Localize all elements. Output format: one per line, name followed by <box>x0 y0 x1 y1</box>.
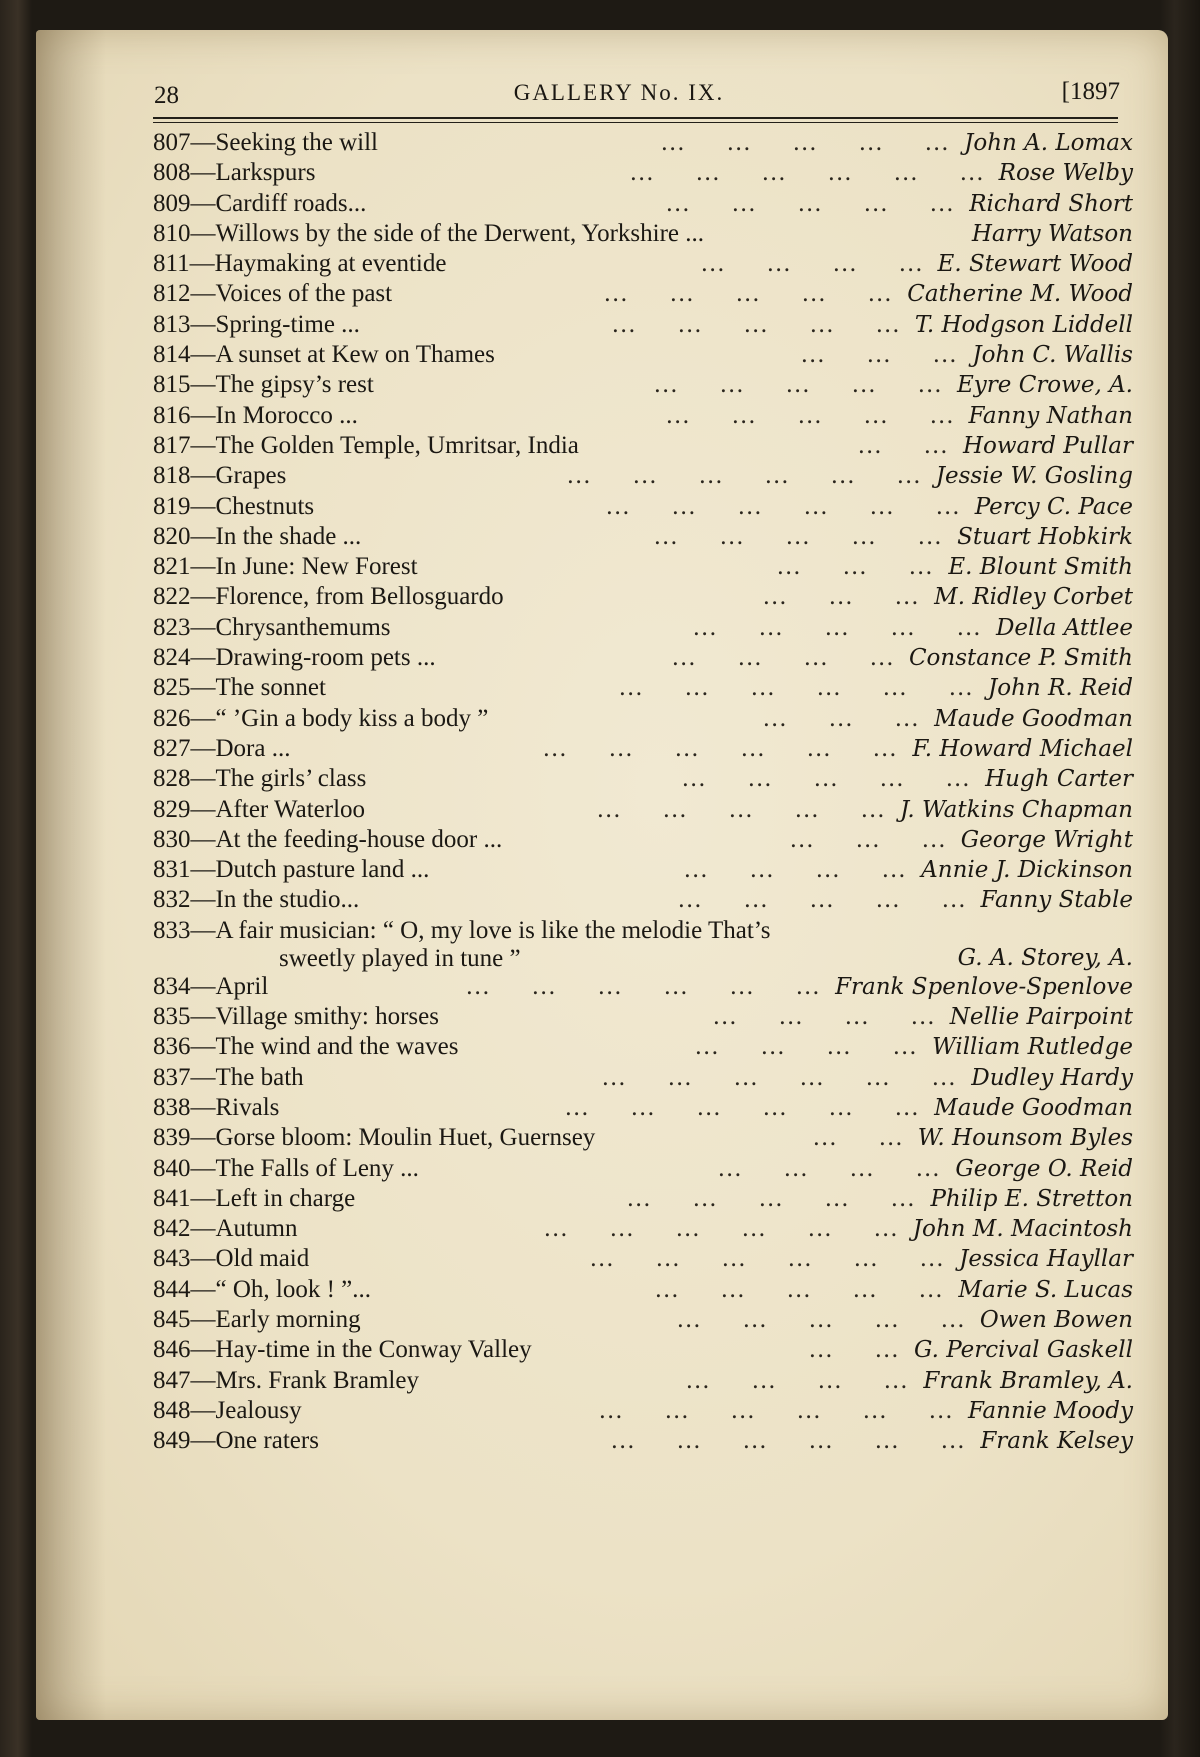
leader-dots: ... ... ... ... <box>713 1003 936 1031</box>
entry-artist: John R. Reid <box>988 675 1133 702</box>
entry-title-line: 829—After Waterloo <box>153 795 366 823</box>
leader-dots: ... ... ... ... <box>701 250 924 278</box>
entry-title-line: 848—Jealousy <box>153 1396 302 1424</box>
entry-artist: Nellie Pairpoint <box>949 1004 1133 1031</box>
entry-title <box>153 734 290 764</box>
leader-dots: ... ... ... ... ... <box>693 613 982 641</box>
entry-title <box>153 855 429 885</box>
entry-artist: Annie J. Dickinson <box>921 857 1133 884</box>
catalogue-entries <box>153 128 1133 1456</box>
entry-title <box>153 1396 302 1426</box>
page-header <box>118 50 1120 109</box>
entry-artist: J. Watkins Chapman <box>899 796 1133 823</box>
entry-title-line: 847—Mrs. Frank Bramley <box>153 1366 419 1394</box>
entry-artist: Fannie Moody <box>968 1397 1133 1424</box>
entry-artist: Stuart Hobkirk <box>957 523 1133 550</box>
year-marker: [1897 <box>1061 78 1120 105</box>
entry-title <box>153 552 418 582</box>
leader-dots: ... ... ... ... ... <box>654 522 943 550</box>
entry-title-line: 836—The wind and the waves <box>153 1033 459 1061</box>
entry-artist: Frank Spenlove-Spenlove <box>835 973 1133 1000</box>
entry-title-line: 825—The sonnet <box>153 674 326 702</box>
leader-dots: ... ... ... ... ... ... <box>602 1063 957 1091</box>
catalogue-entry <box>153 1275 1133 1305</box>
entry-title <box>153 1063 304 1093</box>
catalogue-entry <box>153 916 1133 972</box>
entry-artist: E. Stewart Wood <box>937 251 1133 278</box>
entry-title <box>153 673 326 703</box>
entry-artist: George Wright <box>960 826 1133 853</box>
entry-title-line: 824—Drawing-room pets ... <box>153 644 436 672</box>
entry-title-line: 827—Dora ... <box>153 734 291 762</box>
entry-title-line: 831—Dutch pasture land ... <box>153 856 430 884</box>
leader-dots: ... ... ... ... ... <box>682 765 971 793</box>
leader-dots: ... ... ... ... ... <box>604 280 893 308</box>
entry-title <box>153 310 360 340</box>
entry-artist: Fanny Nathan <box>968 402 1133 429</box>
entry-artist: Percy C. Pace <box>974 493 1133 520</box>
entry-title-line: 845—Early morning <box>153 1305 361 1333</box>
leader-dots: ... ... ... <box>763 704 920 732</box>
catalogue-entry <box>153 310 1133 340</box>
entry-title <box>153 972 268 1002</box>
entry-title-line: 843—Old maid <box>153 1245 310 1273</box>
entry-title <box>153 1335 532 1365</box>
entry-artist: W. Hounsom Byles <box>917 1125 1133 1152</box>
entry-artist: Constance P. Smith <box>908 645 1133 672</box>
entry-title-line: 823—Chrysanthemums <box>153 613 391 641</box>
entry-artist: G. A. Storey, A. <box>957 944 1133 971</box>
entry-title <box>153 1123 595 1153</box>
catalogue-entry <box>153 1426 1133 1456</box>
entry-title <box>153 1275 371 1305</box>
entry-title <box>153 885 359 915</box>
entry-artist: T. Hodgson Liddell <box>914 311 1133 338</box>
entry-artist: Jessica Hayllar <box>959 1246 1133 1273</box>
entry-title <box>153 340 495 370</box>
entry-title <box>153 431 579 461</box>
entry-title <box>153 279 392 309</box>
entry-title-line: 842—Autumn <box>153 1215 298 1243</box>
leader-dots: ... ... ... ... ... <box>655 1275 944 1303</box>
catalogue-entry <box>153 1093 1133 1123</box>
entry-title <box>153 401 358 431</box>
page-number: 28 <box>154 82 179 109</box>
entry-artist: Howard Pullar <box>962 432 1133 459</box>
leader-dots: ... ... ... ... ... ... <box>567 462 922 490</box>
leader-dots: ... ... ... ... ... ... <box>599 1396 954 1424</box>
catalogue-entry <box>153 855 1133 885</box>
catalogue-entry <box>153 431 1133 461</box>
catalogue-entry <box>153 972 1133 1002</box>
running-title: GALLERY No. IX. <box>513 80 725 105</box>
catalogue-entry <box>153 643 1133 673</box>
leader-dots: ... ... ... ... <box>686 1366 909 1394</box>
entry-title <box>153 825 502 855</box>
entry-title-line: 838—Rivals <box>153 1093 280 1121</box>
catalogue-entry <box>153 1002 1133 1032</box>
entry-title-line: 832—In the studio... <box>153 886 360 914</box>
entry-title <box>153 1093 279 1123</box>
entry-artist: Frank Kelsey <box>980 1428 1133 1455</box>
entry-title <box>153 219 704 249</box>
catalogue-entry <box>153 885 1133 915</box>
entry-title-line: 849—One raters <box>153 1427 319 1455</box>
leader-dots: ... ... ... ... <box>672 644 895 672</box>
entry-artist: Hugh Carter <box>985 766 1133 793</box>
entry-title-line: 816—In Morocco ... <box>153 401 358 429</box>
entry-artist: Frank Bramley, A. <box>923 1367 1133 1394</box>
entry-title-line: 811—Haymaking at eventide <box>153 250 447 278</box>
catalogue-entry <box>153 249 1133 279</box>
entry-title <box>153 461 286 491</box>
entry-title <box>153 128 378 158</box>
entry-title <box>153 1032 458 1062</box>
catalogue-entry <box>153 492 1133 522</box>
leader-dots: ... ... ... ... ... ... <box>543 734 898 762</box>
entry-title <box>153 704 488 734</box>
catalogue-entry <box>153 370 1133 400</box>
leader-dots: ... ... ... ... ... ... <box>544 1215 899 1243</box>
entry-title-line: 826—“ ’Gin a body kiss a body ” <box>153 704 489 732</box>
leader-dots: ... ... ... ... ... ... <box>590 1245 945 1273</box>
header-rule <box>153 117 1118 119</box>
entry-title <box>153 1244 309 1274</box>
entry-title <box>153 1305 361 1335</box>
leader-dots: ... ... ... ... ... ... <box>466 972 821 1000</box>
catalogue-entry <box>153 158 1133 188</box>
entry-title-line: 808—Larkspurs <box>153 159 316 187</box>
catalogue-entry <box>153 128 1133 158</box>
entry-title-line: 830—At the feeding-house door ... <box>153 825 503 853</box>
entry-title-line: 812—Voices of the past <box>153 280 393 308</box>
entry-title-line: 841—Left in charge <box>153 1184 356 1212</box>
catalogue-entry <box>153 1305 1133 1335</box>
leader-dots: ... ... ... ... ... ... <box>565 1093 920 1121</box>
catalogue-entry <box>153 401 1133 431</box>
entry-title-line: 844—“ Oh, look ! ”... <box>153 1275 372 1303</box>
leader-dots: ... ... ... ... ... <box>678 886 967 914</box>
entry-title <box>153 370 374 400</box>
catalogue-entry <box>153 340 1133 370</box>
entry-artist: George O. Reid <box>955 1155 1133 1182</box>
entry-artist: John A. Lomax <box>964 130 1133 156</box>
leader-dots: ... ... ... ... ... <box>666 189 955 217</box>
entry-title <box>153 916 770 972</box>
entry-title <box>153 158 315 188</box>
leader-dots: ... ... <box>813 1124 904 1152</box>
entry-artist: Philip E. Stretton <box>930 1185 1133 1212</box>
entry-title-line: 815—The gipsy’s rest <box>153 371 374 399</box>
entry-title-line: 835—Village smithy: horses <box>153 1003 439 1031</box>
book-gutter <box>36 30 106 1720</box>
leader-dots: ... ... ... ... ... ... <box>606 492 961 520</box>
catalogue-entry <box>153 1032 1133 1062</box>
entry-artist: John M. Macintosh <box>912 1216 1133 1243</box>
entry-title-line: 807—Seeking the will <box>153 129 378 156</box>
entry-artist: Fanny Stable <box>980 887 1133 914</box>
catalogue-entry <box>153 1123 1133 1153</box>
entry-artist: G. Percival Gaskell <box>914 1337 1133 1364</box>
catalogue-entry <box>153 1244 1133 1274</box>
entry-artist: F. Howard Michael <box>912 735 1133 762</box>
leader-dots: ... ... ... <box>763 583 920 611</box>
entry-title-line: 810—Willows by the side of the Derwent, Yorkshire ... <box>153 219 705 247</box>
entry-artist: Maude Goodman <box>934 705 1133 732</box>
entry-artist: Marie S. Lucas <box>958 1276 1133 1303</box>
leader-dots: ... ... ... ... ... <box>677 1305 966 1333</box>
entry-title <box>153 1214 297 1244</box>
catalogue-entry <box>153 219 1133 249</box>
entry-artist: Jessie W. Gosling <box>935 463 1133 490</box>
entry-title-line: 821—In June: New Forest <box>153 553 418 581</box>
leader-dots: ... ... <box>809 1336 900 1364</box>
entry-title-line: 839—Gorse bloom: Moulin Huet, Guernsey <box>153 1124 596 1152</box>
leader-dots: ... ... ... ... ... <box>654 371 943 399</box>
entry-title <box>153 492 314 522</box>
entry-title <box>153 613 391 643</box>
leader-dots: ... ... ... ... <box>695 1033 918 1061</box>
entry-title <box>153 249 446 279</box>
entry-artist: Harry Watson <box>971 220 1133 247</box>
entry-artist: E. Blount Smith <box>948 554 1133 581</box>
entry-title-line: 822—Florence, from Bellosguardo <box>153 583 504 611</box>
entry-title <box>153 1002 439 1032</box>
leader-dots: ... ... ... <box>801 341 958 369</box>
entry-artist: Dudley Hardy <box>971 1064 1133 1091</box>
entry-artist: Richard Short <box>969 190 1133 217</box>
catalogue-entry <box>153 461 1133 491</box>
entry-title-line: 813—Spring-time ... <box>153 310 360 338</box>
entry-artist: Eyre Crowe, A. <box>957 372 1133 399</box>
catalogue-entry <box>153 764 1133 794</box>
entry-title-line: 809—Cardiff roads... <box>153 189 367 217</box>
entry-title <box>153 582 504 612</box>
entry-title-line: 820—In the shade ... <box>153 522 362 550</box>
catalogue-entry <box>153 189 1133 219</box>
entry-artist: Maude Goodman <box>934 1094 1133 1121</box>
catalogue-entry <box>153 1184 1133 1214</box>
catalogue-entry <box>153 1214 1133 1244</box>
header-rule-thin <box>153 122 1118 123</box>
entry-title-line: 846—Hay-time in the Conway Valley <box>153 1336 532 1364</box>
leader-dots: ... ... ... ... ... <box>597 795 886 823</box>
entry-artist: Della Attlee <box>995 614 1133 641</box>
leader-dots: ... ... ... <box>790 825 947 853</box>
catalogue-entry <box>153 1366 1133 1396</box>
leader-dots: ... ... ... ... ... ... <box>611 1427 966 1455</box>
entry-title-line: 833—A fair musician: “ O, my love is like the melodie That’s <box>153 916 771 944</box>
entry-title <box>153 764 366 794</box>
leader-dots: ... ... <box>858 431 949 459</box>
entry-title-line: 828—The girls’ class <box>153 765 367 793</box>
entry-artist: William Rutledge <box>932 1034 1133 1061</box>
catalogue-entry <box>153 582 1133 612</box>
entry-title <box>153 1366 419 1396</box>
catalogue-entry <box>153 795 1133 825</box>
entry-artist: John C. Wallis <box>972 342 1133 369</box>
leader-dots: ... ... ... ... <box>684 856 907 884</box>
entry-title-line: 817—The Golden Temple, Umritsar, India <box>153 431 579 459</box>
entry-title-line: 819—Chestnuts <box>153 492 315 520</box>
entry-artist: Owen Bowen <box>979 1306 1133 1333</box>
catalogue-entry <box>153 704 1133 734</box>
catalogue-entry <box>153 279 1133 309</box>
entry-title-continuation: sweetly played in tune ” <box>279 945 521 973</box>
catalogue-entry <box>153 613 1133 643</box>
catalogue-entry <box>153 522 1133 552</box>
entry-title <box>153 522 361 552</box>
entry-artist: Rose Welby <box>998 160 1133 187</box>
leader-dots: ... ... ... ... ... <box>612 310 901 338</box>
entry-title <box>153 1426 319 1456</box>
leader-dots: ... ... ... ... ... <box>627 1184 916 1212</box>
entry-title-line: 818—Grapes <box>153 462 287 490</box>
catalogue-entry <box>153 734 1133 764</box>
catalogue-entry <box>153 673 1133 703</box>
catalogue-entry <box>153 1396 1133 1426</box>
leader-dots: ... ... ... ... ... ... <box>619 674 974 702</box>
entry-title <box>153 1184 355 1214</box>
entry-title <box>153 643 436 673</box>
entry-title <box>153 189 366 219</box>
catalogue-entry <box>153 1063 1133 1093</box>
leader-dots: ... ... ... ... ... ... <box>630 159 985 187</box>
catalogue-entry <box>153 1154 1133 1184</box>
entry-title <box>153 795 365 825</box>
entry-title-line: 834—April <box>153 972 269 1000</box>
leader-dots: ... ... ... ... <box>718 1154 941 1182</box>
entry-title-line: 840—The Falls of Leny ... <box>153 1154 419 1182</box>
entry-title-line: 814—A sunset at Kew on Thames <box>153 341 495 369</box>
leader-dots: ... ... ... ... ... <box>661 129 950 156</box>
catalogue-entry <box>153 552 1133 582</box>
leader-dots: ... ... ... <box>777 553 934 581</box>
entry-artist: M. Ridley Corbet <box>934 584 1133 611</box>
catalogue-entry <box>153 825 1133 855</box>
entry-title-line: 837—The bath <box>153 1063 304 1091</box>
catalogue-entry <box>153 1335 1133 1365</box>
entry-title <box>153 1154 419 1184</box>
entry-artist: Catherine M. Wood <box>907 281 1133 308</box>
leader-dots: ... ... ... ... ... <box>666 401 955 429</box>
